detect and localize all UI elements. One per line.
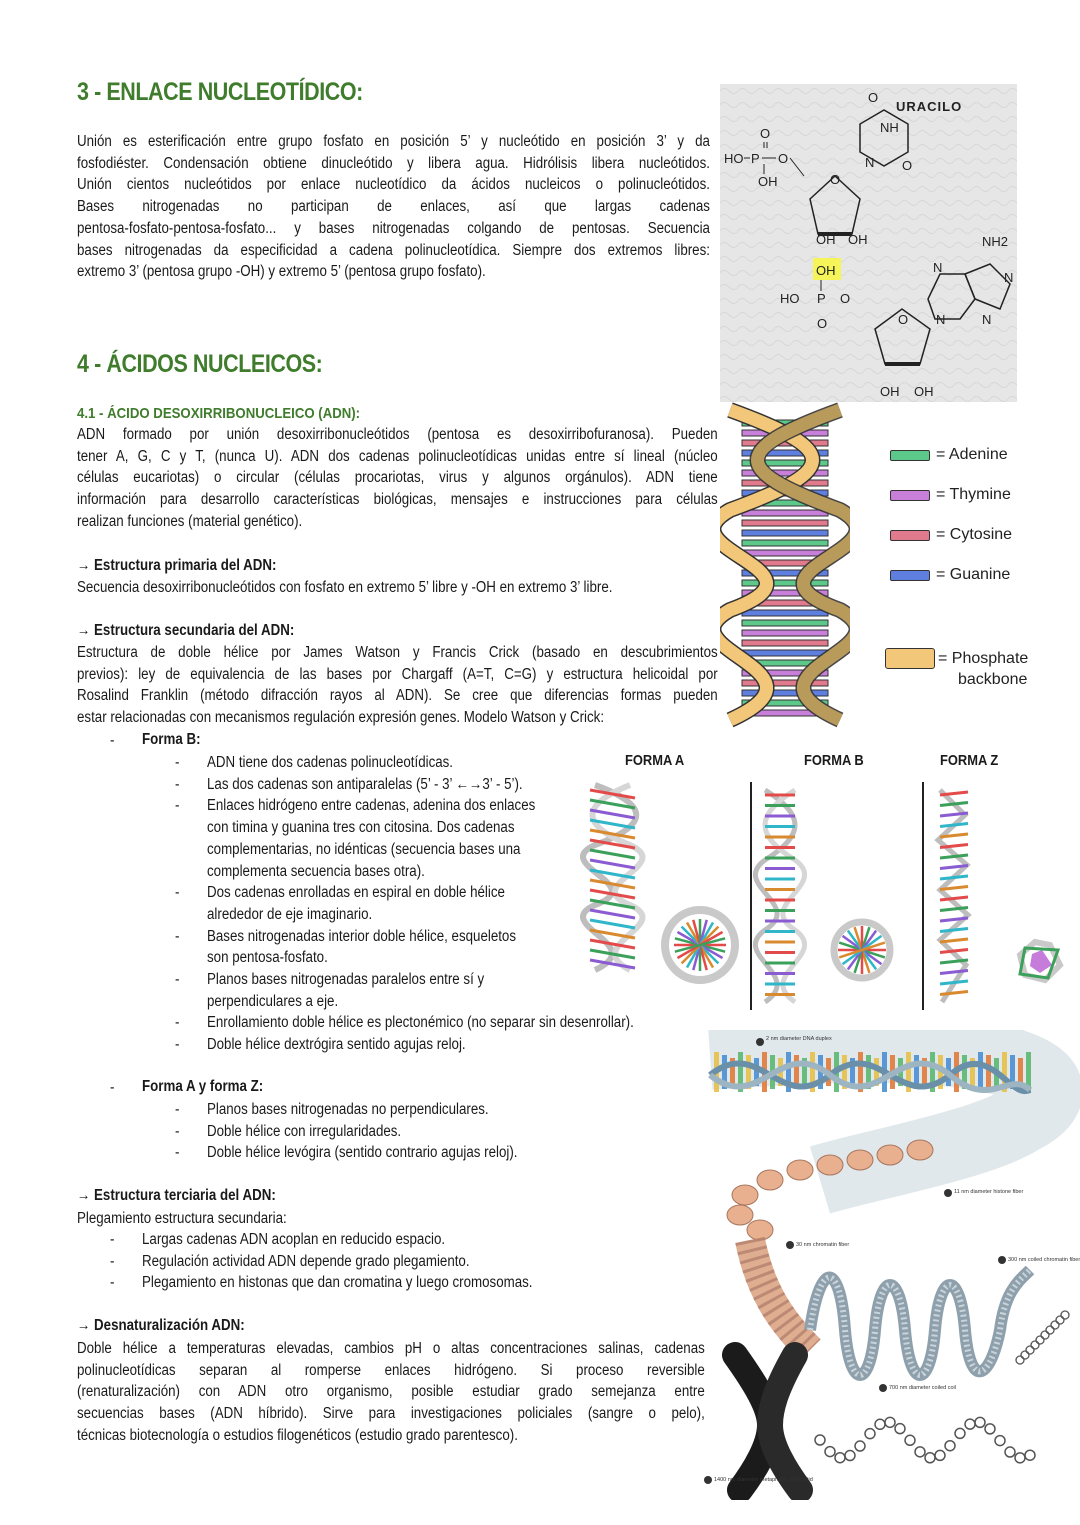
bullet-dash: - [175,927,180,945]
duplex-base [978,1052,983,1092]
svg-text:OH: OH [816,263,836,278]
backbone-label-1: = Phosphate [938,650,1029,667]
base-pair [742,530,828,536]
form-base-pair [940,981,968,984]
svg-text:HO: HO [780,291,800,306]
nucleosome [732,1185,758,1205]
base-pair [742,680,828,686]
coiled-loop [985,1424,995,1434]
legend-swatch [890,530,930,541]
list-item: Regulación actividad ADN depende grado plegamiento. [142,1252,470,1270]
form-base-pair [590,850,635,858]
chromatin-label: 1400 nm diameter metaphase chromatid [714,1477,813,1483]
bullet-dash: - [175,1144,180,1162]
list-item: complementa secuencia bases otra). [207,862,425,880]
paragraph-line: Unión es esterificación entre grupo fosfato en posición 5’ y nucleótido en posición 3’ y da [77,133,710,150]
adn-paragraph [77,424,718,533]
svg-text:N: N [936,312,946,327]
paragraph-line: (renaturalización) con ADN otro organismo, posible estudiar grado semejanza entre [77,1383,705,1401]
chromatin-label: 300 nm coiled chromatin fiber [1008,1257,1080,1263]
coiled-loop [1015,1453,1025,1463]
svg-text:O: O [817,316,828,331]
legend-label: = Cytosine [936,526,1013,543]
paragraph-line: estar relacionadas con mecanismos regulación expresión genes. Modelo Watson y Crick: [77,709,605,727]
form-base-pair [940,855,968,858]
paragraph-line: realizan funciones (material genético). [77,512,303,530]
section-3-paragraph [77,131,710,283]
coiled-loop [1026,1346,1034,1354]
base-pair [742,630,828,636]
base-pair [742,520,828,526]
form-base-pair [590,920,635,928]
backbone-swatch [885,648,935,669]
tertiary-structure-text: Plegamiento estructura secundaria: [77,1210,287,1227]
secondary-structure-title: → Estructura secundaria del ADN: [77,622,295,639]
coiled-loop [1025,1450,1035,1460]
paragraph-line: células eucariotas) o circular (células procariotas, virus y algunos orgánulos). ADN tiene [77,469,718,487]
base-pair [742,650,828,656]
list-item: Doble hélice con irregularidades. [207,1122,402,1140]
coiled-loop [935,1450,945,1460]
svg-text:P: P [817,291,826,306]
coiled-loop [825,1447,835,1457]
svg-text:OH: OH [914,384,934,399]
legend-swatch [890,490,930,501]
form-base-pair [590,810,635,818]
paragraph-line: Rosalind Franklin (método difracción rayos al ADN). Se cree que diferencias formas pueden [77,687,718,705]
bullet-dash: - [175,1014,180,1032]
svg-text:O: O [778,151,789,166]
svg-text:O: O [902,158,913,173]
chromatin-packing-illustration [700,1030,1080,1500]
coiled-loop [1016,1356,1024,1364]
coiled-loop [1031,1341,1039,1349]
forma-b-title: Forma B: [142,731,201,748]
coiled-loop [1051,1321,1059,1329]
chromatin-label: 11 nm diameter histone fiber [954,1189,1024,1195]
svg-text:HO: HO [724,151,744,166]
dinucleotide-structure-image [720,84,1017,402]
list-item: Plegamiento en histonas que dan cromatina y luego cromosomas. [142,1274,533,1292]
coiled-loop [885,1417,895,1427]
section-3-title: 3 - ENLACE NUCLEOTÍDICO: [77,78,363,106]
coiled-loop [835,1453,845,1463]
paragraph-line: extremo 3’ (pentosa grupo -OH) y extremo 5’ (pentosa grupo fosfato). [77,263,486,281]
nucleosome [727,1205,753,1225]
paragraph-line: previos): ley de equivalencia de las bases por Chargaff (A=T, C=G) y estructura helicoidal por [77,665,718,683]
coiled-loop [965,1419,975,1429]
list-item: perpendiculares a eje. [207,992,339,1010]
bullet-dash: - [175,797,180,815]
svg-text:OH: OH [848,232,868,247]
section-4-title: 4 - ÁCIDOS NUCLEICOS: [77,350,323,378]
coiled-loop [1005,1447,1015,1457]
coiled-loop [995,1436,1005,1446]
paragraph-line: pentosa-fosfato-pentosa-fosfato... y bases nitrogenadas colgando de pentosas. Secuencia [77,219,710,237]
backbone-label-2: backbone [958,671,1028,688]
base-pair [742,620,828,626]
bullet-dash: - [175,1122,180,1140]
list-item: Doble hélice dextrógira sentido agujas reloj. [207,1036,466,1054]
list-item: Planos bases nitrogenadas paralelos entre sí y [207,971,485,988]
legend-swatch [890,570,930,581]
svg-text:OH: OH [816,232,836,247]
paragraph-line: Doble hélice a temperaturas elevadas, cambios pH o altas concentraciones salinas, cadenas [77,1340,705,1357]
base-pair [742,540,828,546]
uracil-label: URACILO [896,99,963,114]
list-item: ADN tiene dos cadenas polinucleotídicas. [207,754,454,771]
list-item: alrededor de eje imaginario. [207,905,373,923]
form-base-pair [940,876,968,879]
coiled-loop [855,1441,865,1451]
forma-az-title: Forma A y forma Z: [142,1078,264,1095]
paragraph-line: bases nitrogenadas da especificidad a cadena polinucleotídica. Siempre dos extremos libres: [77,241,710,259]
form-base-pair [940,824,968,827]
svg-text:O: O [830,172,841,187]
legend-item [890,446,1008,464]
legend-item [890,566,1010,584]
chromatin-label: 700 nm diameter coiled coil [889,1385,956,1391]
dna-double-helix-diagram [720,400,850,730]
form-base-pair [940,971,968,974]
bullet-dash: - [110,1231,115,1248]
coiled-loop [955,1428,965,1438]
coiled-loop [905,1435,915,1445]
list-item: Planos bases nitrogenadas no perpendiculares. [207,1101,489,1118]
list-item: Enlaces hidrógeno entre cadenas, adenina dos enlaces [207,797,536,815]
svg-text:NH: NH [880,120,899,135]
paragraph-line: polinucleotídicas separan al romperse enlaces hidrógeno. Si proceso reversible [77,1361,705,1379]
legend-item [890,526,1012,544]
list-item: con timina y guanina tres con citosina. Dos cadenas [207,819,515,837]
form-base-pair [940,929,968,932]
form-base-pair [940,950,968,953]
coiled-loop [1046,1326,1054,1334]
nucleosome [907,1140,933,1160]
bullet-dash: - [110,1274,115,1292]
list-item: Bases nitrogenadas interior doble hélice, esqueletos [207,927,517,945]
denaturation-title: → Desnaturalización ADN: [77,1317,245,1334]
list-item: Largas cadenas ADN acoplan en reducido espacio. [142,1231,446,1248]
legend-item [890,486,1011,504]
section-4-1-title: 4.1 - ÁCIDO DESOXIRRIBONUCLEICO (ADN): [77,405,361,422]
list-item: son pentosa-fosfato. [207,949,328,967]
list-item: Dos cadenas enrolladas en espiral en doble hélice [207,884,505,902]
list-item: Las dos cadenas son antiparalelas (5’ - 3’ ←→3’ - 5’). [207,775,523,793]
legend-label: = Adenine [936,446,1008,463]
svg-text:NH2: NH2 [982,234,1009,249]
svg-text:P: P [751,151,760,166]
base-pair [742,610,828,616]
tertiary-structure-title: → Estructura terciaria del ADN: [77,1187,276,1204]
coiled-loop [865,1429,875,1439]
paragraph-line: ADN formado por unión desoxirribonucleótidos (pentosa es desoxirribofuranosa). Pueden [77,426,718,443]
form-base-pair [590,860,635,868]
coiled-loop [1021,1351,1029,1359]
svg-text:O: O [868,90,879,105]
paragraph-line: secuencias bases (ADN híbrido). Sirve para investigaciones policiales (sangre o pelo), [77,1405,705,1423]
paragraph-line: información para desarrollo características biológicas, mensajes e instrucciones para células [77,491,718,509]
paragraph-line: Unión cientos nucleótidos por enlace nucleotídico da ácidos nucleicos o polinucleótidos. [77,176,710,194]
svg-text:N: N [1004,270,1014,285]
base-pair [742,510,828,516]
nucleosome [847,1150,873,1170]
nucleosome [757,1170,783,1190]
form-base-pair [590,910,635,918]
primary-structure-text: Secuencia desoxirribonucleótidos con fosfato en extremo 5’ libre y -OH en extremo 3’ libre. [77,579,613,596]
bullet-dash: - [110,1252,115,1270]
denaturation-paragraph [77,1338,705,1447]
coiled-loop [925,1453,935,1463]
svg-text:O: O [898,312,909,327]
bullet-dash: - [175,884,180,902]
paragraph-line: tener A, G, C y T, (nunca U). ADN dos cadenas polinucleotídicas unidas entre sí lineal (núcleo [77,447,718,465]
coiled-loop [1056,1316,1064,1324]
legend-swatch [890,450,930,461]
bullet-dash: - [175,1036,180,1054]
chromatin-label: 30 nm chromatin fiber [796,1242,850,1248]
coiled-loop [815,1435,825,1445]
primary-structure-title: → Estructura primaria del ADN: [77,557,277,574]
svg-text:O: O [840,291,851,306]
svg-text:O: O [760,126,771,141]
bullet-dash: - [175,1101,180,1118]
coiled-loop [915,1447,925,1457]
svg-text:N: N [933,260,943,275]
coiled-loop [1061,1311,1069,1319]
coiled-loop [1041,1331,1049,1339]
base-pair [742,550,828,556]
svg-text:N: N [865,155,875,170]
coiled-loop [895,1424,905,1434]
base-pair [742,580,828,586]
coiled-loop [1036,1336,1044,1344]
base-pair [742,640,828,646]
legend-label: = Guanine [936,566,1011,583]
coiled-loop [945,1441,955,1451]
form-base-pair [940,897,968,900]
form-base-pair [940,803,968,806]
forma-z-label: FORMA Z [940,752,999,769]
form-base-pair [940,992,968,995]
nucleosome [747,1220,773,1240]
bullet-dash: - [175,971,180,988]
list-item: complementarias, no idénticas (secuencia bases una [207,840,521,858]
secondary-structure-paragraph [77,642,718,729]
coiled-loop [875,1419,885,1429]
paragraph-line: fosfodiéster. Condensación obtiene dinucleótido y libera agua. Hidrólisis libera nucleótidos. [77,154,710,172]
dna-forms-illustration [580,780,1080,1010]
bullet-dash: - [175,775,180,793]
svg-text:OH: OH [758,174,778,189]
paragraph-line: Estructura de doble hélice por James Watson y Francis Crick (basado en descubrimientos [77,644,718,661]
paragraph-line: técnicas biotecnología o estudios filogenéticos (estudio grado parentesco). [77,1426,518,1444]
forma-b-label: FORMA B [804,752,864,769]
nucleosome [877,1145,903,1165]
list-item: Doble hélice levógira (sentido contrario agujas reloj). [207,1144,518,1162]
nucleosome [817,1155,843,1175]
list-item: Enrollamiento doble hélice es plectonémico (no separar sin desenrollar). [207,1014,634,1032]
svg-text:N: N [982,312,992,327]
bullet-dash: - [175,754,180,771]
paragraph-line: Bases nitrogenadas no participan de enlaces, así que largas cadenas [77,198,710,216]
coiled-loop [975,1417,985,1427]
forma-a-label: FORMA A [625,752,685,769]
svg-text:OH: OH [880,384,900,399]
legend-label: = Thymine [936,486,1011,503]
nucleosome [787,1160,813,1180]
coiled-loop [845,1451,855,1461]
chromatin-label: 2 nm diameter DNA duplex [766,1036,832,1042]
